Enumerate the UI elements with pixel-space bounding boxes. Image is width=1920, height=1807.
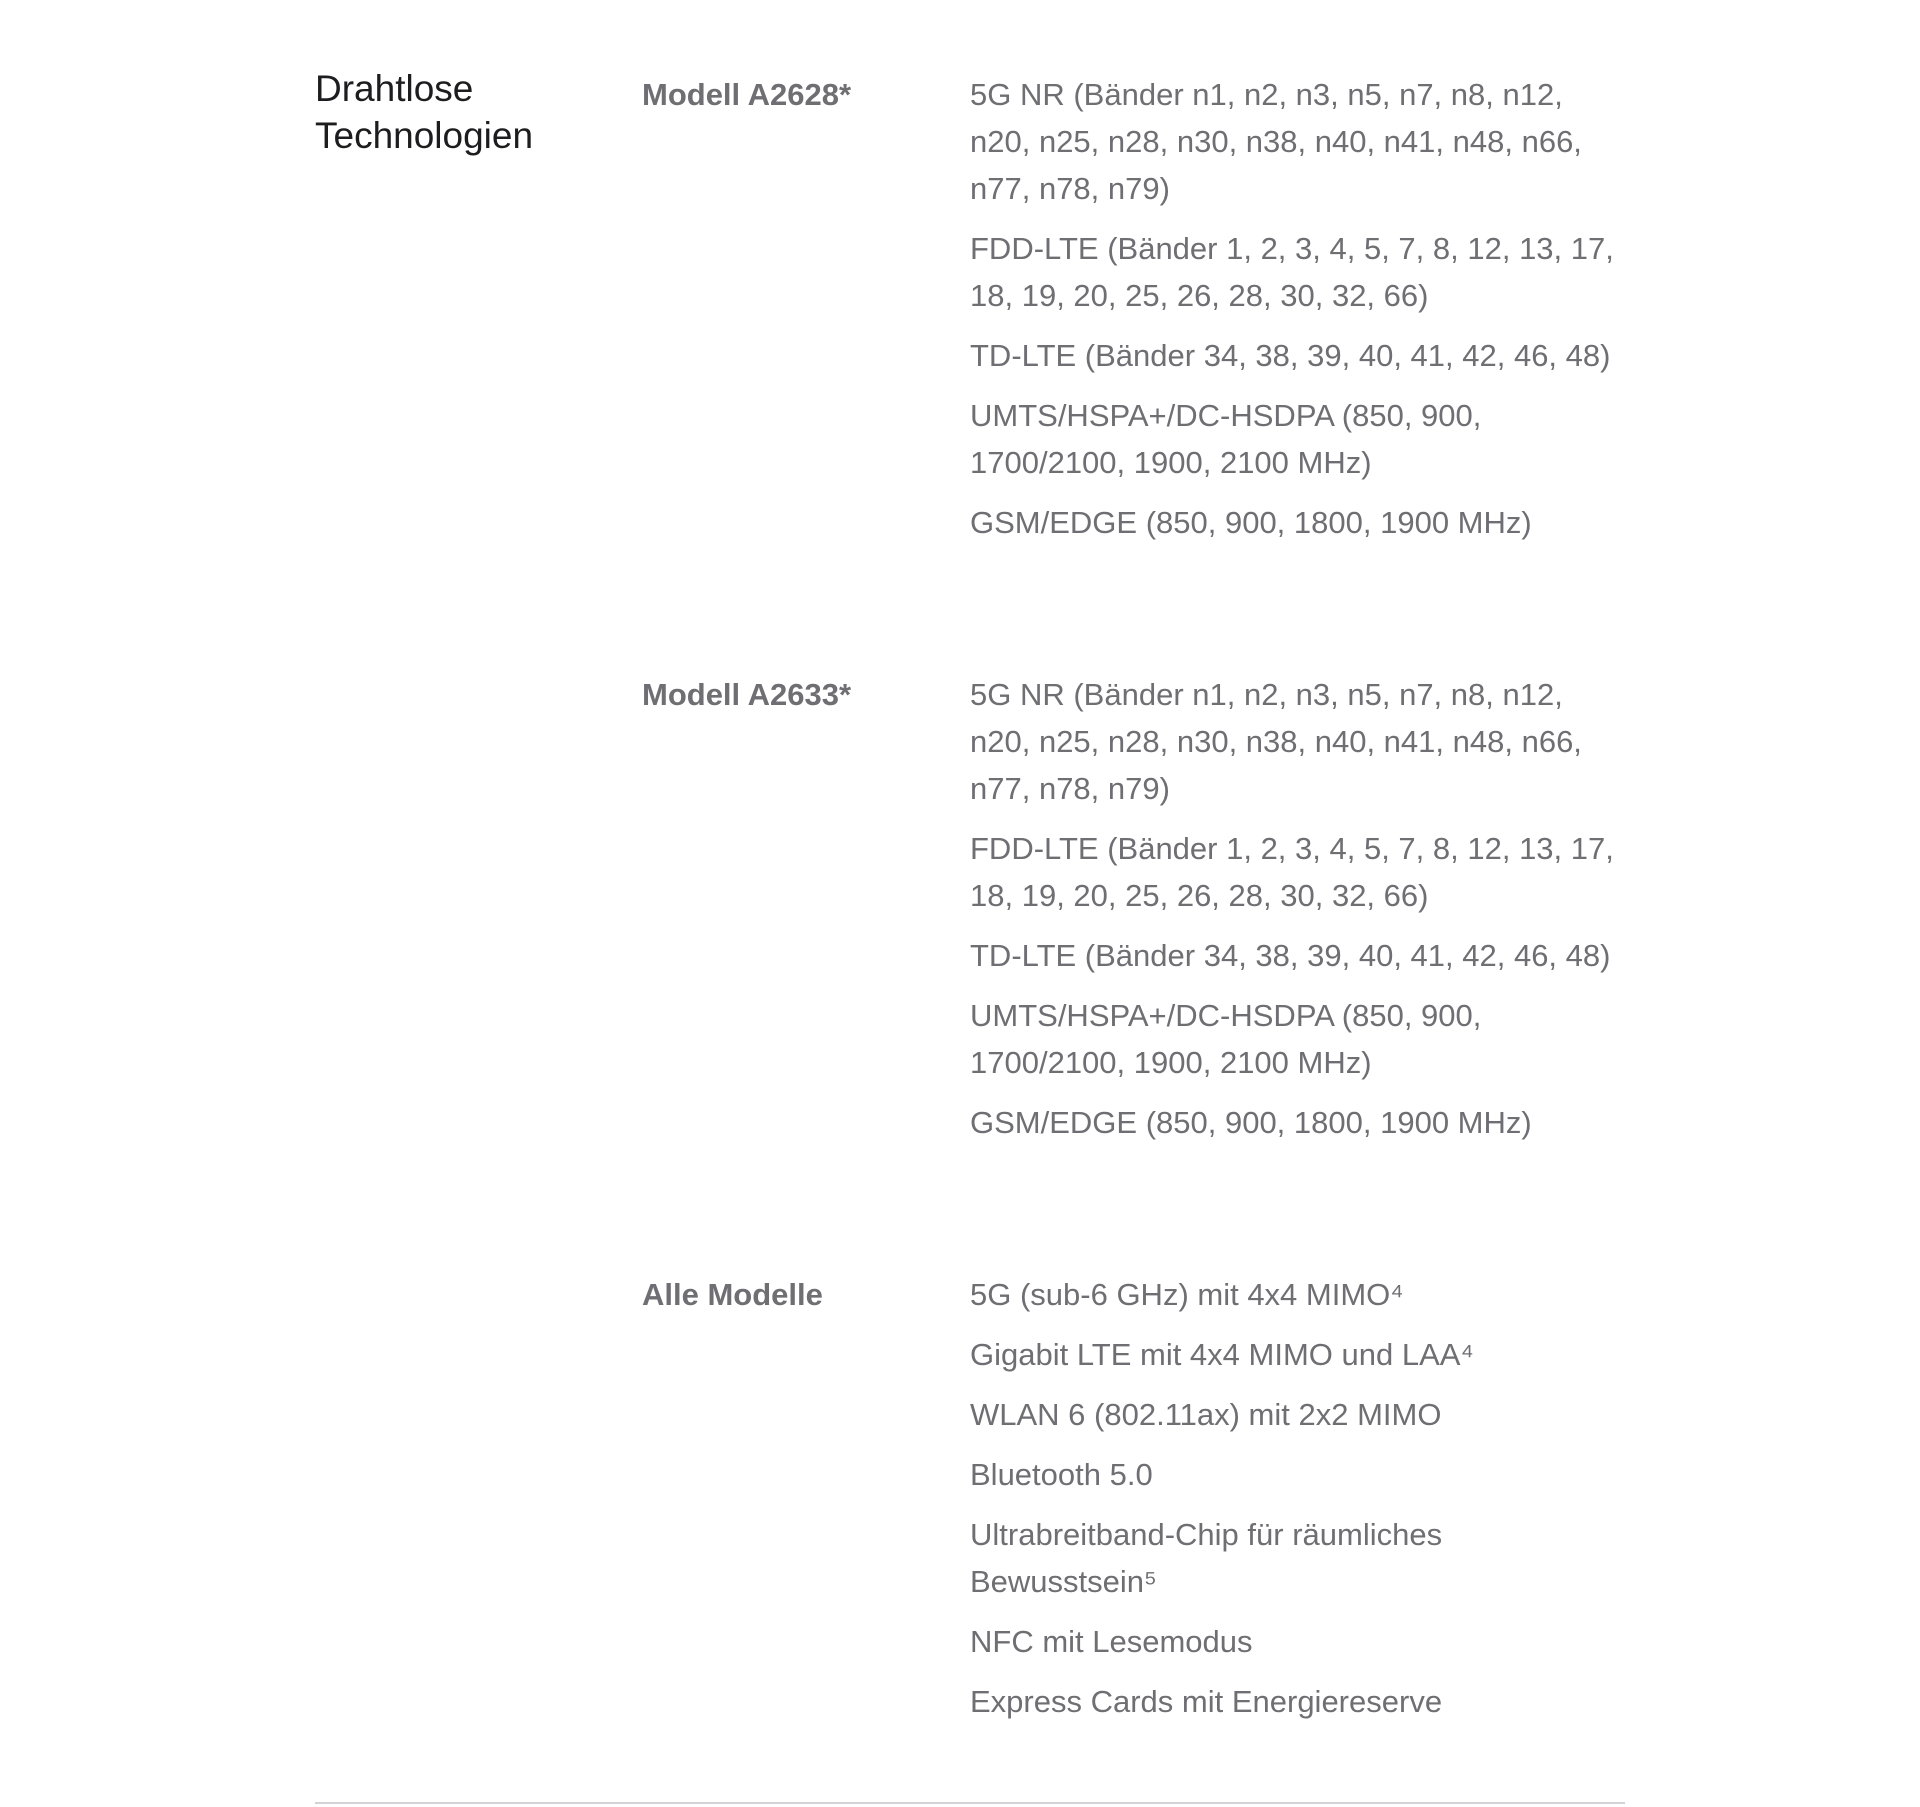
spec-item: Express Cards mit Energiereserve xyxy=(970,1684,1443,1719)
spec-item: TD-LTE (Bänder 34, 38, 39, 40, 41, 42, 46, 48) xyxy=(970,338,1611,373)
spec-list xyxy=(970,671,1625,1159)
spec-item: UMTS/HSPA+/DC-HSDPA (850, 900, 1700/2100, 1900, 2100 MHz) xyxy=(970,398,1482,480)
spec-list xyxy=(970,1271,1625,1738)
spec-item: GSM/EDGE (850, 900, 1800, 1900 MHz) xyxy=(970,505,1532,540)
spec-list xyxy=(970,71,1625,559)
section-title xyxy=(315,65,615,159)
spec-item: 5G NR (Bänder n1, n2, n3, n5, n7, n8, n12, n20, n25, n28, n30, n38, n40, n41, n48, n66, n77, n78, n79) xyxy=(970,677,1582,806)
spec-item: TD-LTE (Bänder 34, 38, 39, 40, 41, 42, 46, 48) xyxy=(970,938,1611,973)
section-title-line-2: Technologien xyxy=(315,115,534,156)
group-label: Modell A2628* xyxy=(642,77,852,112)
spec-item: Ultrabreitband-Chip für räumliches Bewusstsein⁵ xyxy=(970,1517,1443,1599)
spec-item: FDD-LTE (Bänder 1, 2, 3, 4, 5, 7, 8, 12, 13, 17, 18, 19, 20, 25, 26, 28, 30, 32, 66) xyxy=(970,831,1614,913)
section-title-line-1: Drahtlose xyxy=(315,68,474,109)
spec-item: Gigabit LTE mit 4x4 MIMO und LAA⁴ xyxy=(970,1337,1474,1372)
wireless-technologies-section xyxy=(315,0,1625,1807)
spec-item: UMTS/HSPA+/DC-HSDPA (850, 900, 1700/2100, 1900, 2100 MHz) xyxy=(970,998,1482,1080)
section-divider xyxy=(315,1802,1625,1804)
spec-item: GSM/EDGE (850, 900, 1800, 1900 MHz) xyxy=(970,1105,1532,1140)
group-label: Modell A2633* xyxy=(642,677,852,712)
spec-item: Bluetooth 5.0 xyxy=(970,1457,1153,1492)
spec-item: FDD-LTE (Bänder 1, 2, 3, 4, 5, 7, 8, 12, 13, 17, 18, 19, 20, 25, 26, 28, 30, 32, 66) xyxy=(970,231,1614,313)
group-label: Alle Modelle xyxy=(642,1277,823,1312)
spec-item: 5G (sub-6 GHz) mit 4x4 MIMO⁴ xyxy=(970,1277,1404,1312)
spec-item: NFC mit Lesemodus xyxy=(970,1624,1253,1659)
spec-item: 5G NR (Bänder n1, n2, n3, n5, n7, n8, n12, n20, n25, n28, n30, n38, n40, n41, n48, n66, n77, n78, n79) xyxy=(970,77,1582,206)
spec-item: WLAN 6 (802.11ax) mit 2x2 MIMO xyxy=(970,1397,1442,1432)
